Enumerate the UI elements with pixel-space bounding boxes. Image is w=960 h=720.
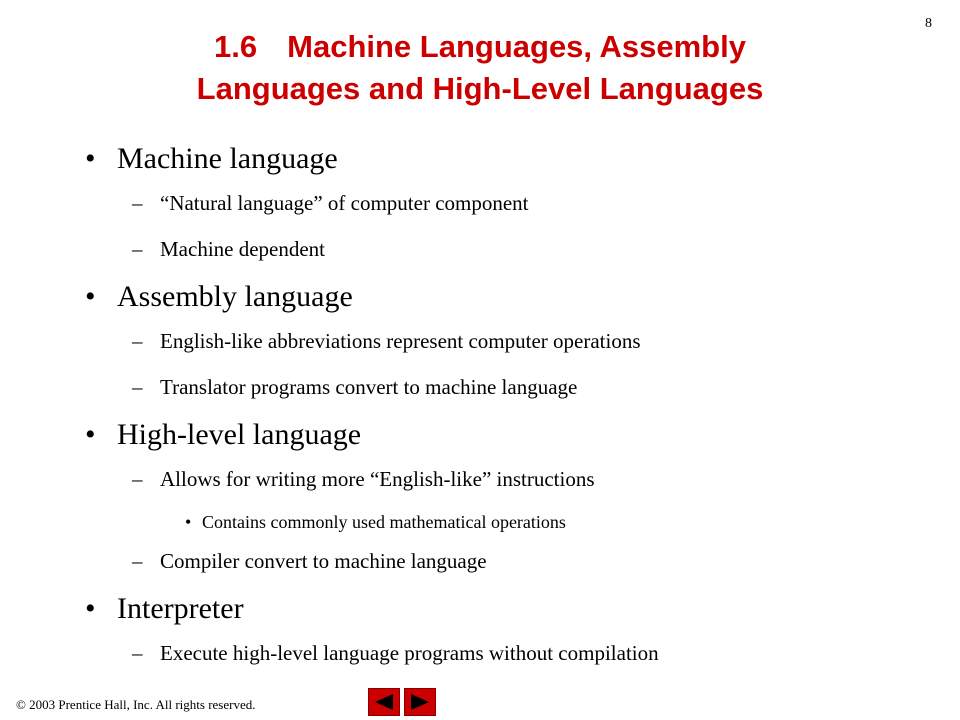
bullet-text: Assembly language (117, 280, 353, 313)
sub-bullet (82, 542, 942, 588)
sub-bullet (82, 230, 942, 276)
sub-bullet (82, 634, 942, 680)
dash-icon: – (132, 641, 143, 665)
title-line-2: Languages and High-Level Languages (196, 71, 764, 106)
bullet-icon: • (85, 280, 96, 313)
sub-bullet (82, 460, 942, 506)
title-line-1 (0, 26, 960, 68)
next-arrow-icon (409, 693, 431, 711)
slide-content (82, 138, 942, 680)
bullet-interpreter (82, 588, 942, 634)
dash-icon: – (132, 549, 143, 573)
sub-sub-bullet (82, 506, 942, 542)
dash-icon: – (132, 237, 143, 261)
sub-bullet-text: Translator programs convert to machine language (160, 375, 578, 399)
sub-bullet (82, 184, 942, 230)
bullet-icon: • (85, 142, 96, 175)
dash-icon: – (132, 467, 143, 491)
next-slide-button[interactable] (404, 688, 436, 716)
section-number: 1.6 (214, 29, 258, 64)
bullet-icon: • (85, 418, 96, 451)
bullet-icon: • (185, 512, 192, 532)
bullet-assembly-language (82, 276, 942, 322)
sub-bullet-text: Execute high-level language programs without compilation (160, 641, 659, 665)
bullet-text: High-level language (117, 418, 362, 451)
bullet-text: Interpreter (117, 592, 244, 625)
dash-icon: – (132, 375, 143, 399)
sub-bullet-text: English-like abbreviations represent computer operations (160, 329, 641, 353)
previous-arrow-icon (373, 693, 395, 711)
sub-bullet-text: Machine dependent (160, 237, 326, 261)
slide-title (0, 26, 960, 110)
dash-icon: – (132, 191, 143, 215)
bullet-text: Machine language (117, 142, 338, 175)
copyright-footer: © 2003 Prentice Hall, Inc. All rights reserved. (16, 697, 256, 712)
title-text-1: Machine Languages, Assembly (287, 29, 746, 64)
page-number: 8 (925, 16, 932, 31)
bullet-machine-language (82, 138, 942, 184)
bullet-icon: • (85, 592, 96, 625)
slide-navigation (368, 688, 436, 716)
sub-sub-bullet-text: Contains commonly used mathematical operations (202, 512, 566, 532)
dash-icon: – (132, 329, 143, 353)
bullet-high-level-language (82, 414, 942, 460)
previous-slide-button[interactable] (368, 688, 400, 716)
sub-bullet (82, 368, 942, 414)
sub-bullet-text: “Natural language” of computer component (160, 191, 529, 215)
sub-bullet-text: Compiler convert to machine language (160, 549, 487, 573)
sub-bullet (82, 322, 942, 368)
sub-bullet-text: Allows for writing more “English-like” instructions (160, 467, 595, 491)
